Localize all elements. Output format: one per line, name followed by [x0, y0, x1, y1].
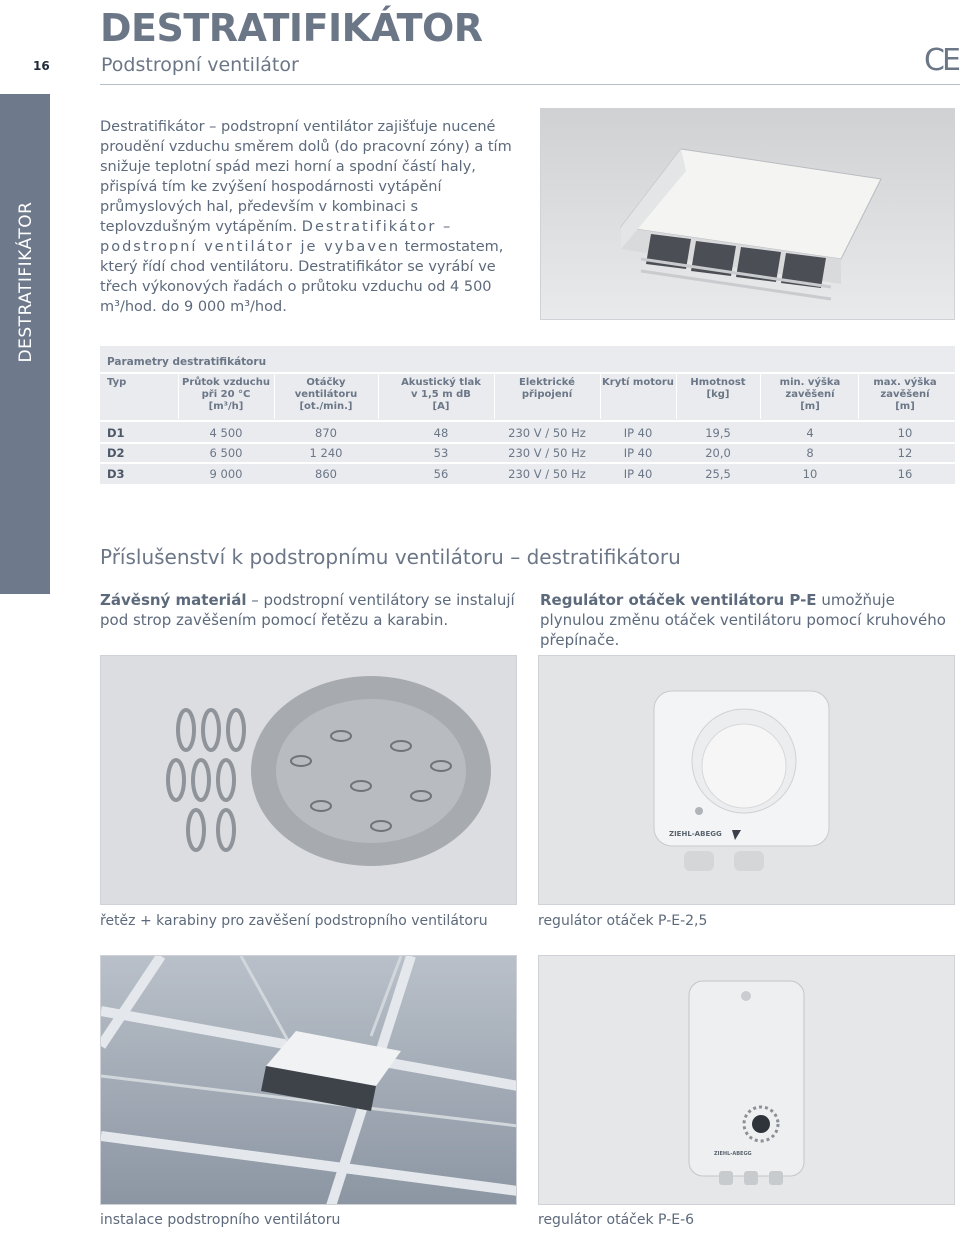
params-table — [100, 346, 955, 484]
column-divider — [274, 374, 275, 419]
intro-text-1: Destratifikátor – podstropní ventilátor zajišťuje nucené proudění vzduchu směrem dolů (do pracovní zóny) a tím snižuje teplotní spád mezi horní a spodní částí haly, přispívá tím ke zvýšení hospodárnosti vytápění průmyslových hal, především v kombinaci s teplovzdušným vytápěním. — [100, 119, 512, 235]
column-divider — [178, 374, 179, 419]
row-max-height: 16 — [897, 467, 913, 481]
row-noise: 53 — [433, 446, 449, 460]
installation-photo — [100, 955, 517, 1205]
row-min-height: 8 — [806, 446, 814, 460]
column-divider — [676, 374, 677, 419]
params-table-title: Parametry destratifikátoru — [107, 356, 267, 368]
page-subtitle: Podstropní ventilátor — [101, 54, 299, 76]
hanging-material-text — [100, 590, 520, 630]
header-electrical: Elektrické připojení — [519, 377, 575, 400]
intro-paragraph — [100, 117, 520, 317]
row-divider — [100, 420, 955, 422]
regulator-pe25-caption: regulátor otáček P-E-2,5 — [538, 913, 708, 929]
row-protection: IP 40 — [623, 467, 653, 481]
row-divider — [100, 442, 955, 444]
row-airflow: 9 000 — [209, 467, 243, 481]
column-divider — [858, 374, 859, 419]
hanging-material-heading: Závěsný materiál — [100, 591, 247, 609]
installation-caption: instalace podstropního ventilátoru — [100, 1212, 341, 1228]
row-airflow: 4 500 — [209, 426, 243, 440]
hanging-material-desc: – podstropní ventilátory se instalují pod strop zavěšením pomocí řetězu a karabin. — [100, 591, 515, 629]
row-divider — [100, 462, 955, 464]
ce-mark-icon: CE — [924, 43, 958, 78]
column-divider — [600, 374, 601, 419]
row-speed: 860 — [315, 467, 337, 481]
column-divider — [494, 374, 495, 419]
regulator-pe6-photo — [538, 955, 955, 1205]
row-weight: 20,0 — [705, 446, 731, 460]
row-type: D3 — [107, 467, 125, 481]
speed-regulator-heading: Regulátor otáček ventilátoru P-E — [540, 591, 817, 609]
header-airflow: Průtok vzduchu při 20 °C [m³/h] — [182, 377, 270, 412]
row-type: D1 — [107, 426, 125, 440]
row-max-height: 12 — [897, 446, 913, 460]
row-max-height: 10 — [897, 426, 913, 440]
row-min-height: 10 — [802, 467, 818, 481]
intro-text-2: Destratifikátor – podstropní ventilátor je vybaven — [100, 219, 453, 255]
regulator-pe6-caption: regulátor otáček P-E-6 — [538, 1212, 695, 1228]
side-tab — [0, 94, 50, 594]
row-weight: 25,5 — [705, 467, 731, 481]
row-electrical: 230 V / 50 Hz — [508, 426, 586, 440]
row-speed: 870 — [315, 426, 337, 440]
page-title: DESTRATIFIKÁTOR — [100, 6, 483, 50]
row-speed: 1 240 — [309, 446, 343, 460]
row-type: D2 — [107, 446, 125, 460]
row-protection: IP 40 — [623, 446, 653, 460]
destratifier-photo — [540, 108, 955, 320]
page-number: 16 — [33, 59, 50, 73]
row-weight: 19,5 — [705, 426, 731, 440]
speed-regulator-desc: umožňuje plynulou změnu otáček ventilátoru pomocí kruhového přepínače. — [540, 591, 946, 649]
chain-carabiner-photo — [100, 655, 517, 905]
accessories-title: Příslušenství k podstropnímu ventilátoru – destratifikátoru — [100, 545, 681, 569]
regulator-pe25-photo — [538, 655, 955, 905]
row-protection: IP 40 — [623, 426, 653, 440]
row-noise: 48 — [433, 426, 449, 440]
intro-text-3: termostatem, který řídí chod ventilátoru. Destratifikátor se vyrábí ve třech výkonových řadách o průtoku vzduchu od 4 500 m³/hod. do 9 000 m³/hod. — [100, 239, 504, 315]
column-divider — [760, 374, 761, 419]
column-divider — [378, 374, 379, 419]
header-protection: Krytí motoru — [602, 377, 674, 388]
row-noise: 56 — [433, 467, 449, 481]
header-noise: Akustický tlak v 1,5 m dB [A] — [401, 377, 481, 412]
chain-caption: řetěz + karabiny pro zavěšení podstropního ventilátoru — [100, 913, 488, 929]
brand-label-small: ZIEHL-ABEGG — [714, 1151, 752, 1157]
speed-regulator-text — [540, 590, 960, 650]
header-type: Typ — [107, 377, 127, 388]
params-divider — [100, 372, 955, 374]
header-weight: Hmotnost [kg] — [690, 377, 746, 400]
header-divider — [100, 84, 960, 85]
header-min-height: min. výška zavěšení [m] — [779, 377, 841, 412]
side-tab-label: DESTRATIFIKÁTOR — [16, 201, 36, 363]
row-min-height: 4 — [806, 426, 814, 440]
header-max-height: max. výška zavěšení [m] — [873, 377, 937, 412]
row-electrical: 230 V / 50 Hz — [508, 446, 586, 460]
row-electrical: 230 V / 50 Hz — [508, 467, 586, 481]
row-airflow: 6 500 — [209, 446, 243, 460]
brand-label: ZIEHL-ABEGG — [669, 830, 722, 838]
header-speed: Otáčky ventilátoru [ot./min.] — [294, 377, 358, 412]
